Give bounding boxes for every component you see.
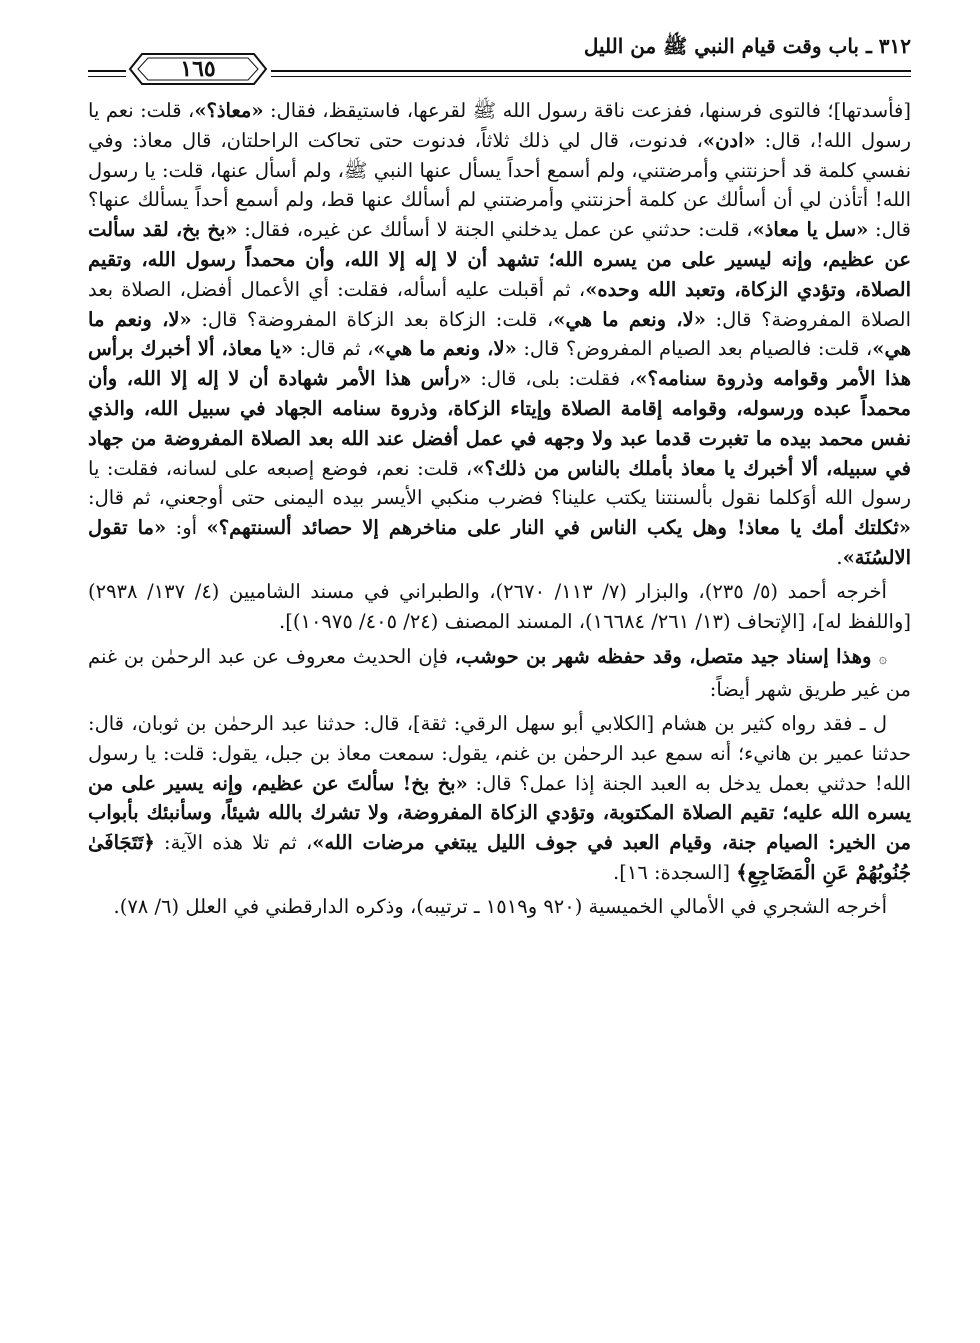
prophet-quote: «ادن» xyxy=(702,128,756,152)
text-run: ، قلت: نعم، فوضع إصبعه على لسانه، فقلت: يا رسول الله أوَكلما نقول بألسنتنا يكتب علينا؟ فضرب منكبي الأيسر بيده اليمنى حتى أوجعني، ثم قال: xyxy=(88,456,911,510)
page-body xyxy=(88,96,911,922)
header-rule-left-top xyxy=(88,70,126,72)
text-run: [فأسدتها]؛ فالتوى فرسنها، ففزعت ناقة رسول الله ﷺ لقرعها، فاستيقظ، فقال: xyxy=(263,99,911,122)
comment-marker-icon: ۞ xyxy=(878,651,887,668)
prophet-quote: «لا، ونعم ما هي» xyxy=(88,307,911,361)
text-run: ، قلت: حدثني عن عمل يدخلني الجنة لا أسألك عن غيره، فقال: xyxy=(237,218,753,242)
alternate-chain xyxy=(88,709,911,888)
comment-bold: وهذا إسناد جيد متصل، وقد حفظه شهر بن حوشب، xyxy=(454,645,879,669)
running-title: ٣١٢ ـ باب وقت قيام النبي ﷺ من الليل xyxy=(583,34,911,58)
prophet-quote: «بخ بخ، لقد سألت عن عظيم، وإنه ليسير على من يسره الله؛ تشهد أن لا إله إلا الله، وأن محمداً رسول الله، وتقيم الصلاة، وتؤدي الزكاة، وتعبد الله وحده» xyxy=(88,218,911,301)
hadith-text xyxy=(88,96,911,573)
prophet-quote: «يا معاذ، ألا أخبرك برأس هذا الأمر وقوامه وذروة سنامه؟» xyxy=(88,337,911,391)
page-number-ornament xyxy=(128,52,268,86)
takhrij-reference-2: أخرجه الشجري في الأمالي الخميسية (٩٢٠ و١٥١٩ ـ ترتيبه)، وذكره الدارقطني في العلل (٦/ ٧٨). xyxy=(113,894,887,918)
text-run: ، ثم تلا هذه الآية: xyxy=(154,831,313,855)
text-run: أو: xyxy=(166,516,207,540)
prophet-quote: «ثكلتك أمك يا معاذ! وهل يكب الناس في النار على مناخرهم إلا حصائد ألسنتهم؟» xyxy=(206,516,911,540)
text-run: ، قلت: فالصيام بعد الصيام المفروض؟ قال: xyxy=(516,337,873,361)
prophet-quote: «سل يا معاذ» xyxy=(752,218,869,242)
prophet-quote: «رأس هذا الأمر شهادة أن لا إله إلا الله، وأن محمداً عبده ورسوله، وقوامه إقامة الصلاة وإيتاء الزكاة، وذروة سنامه الجهاد في سبيل الله، والذي نفس محمد بيده ما تغبرت قدما عبد ولا وجهه في عمل أفضل عند الله بعد الصلاة المفروضة من جهاد في سبيله، ألا أخبرك يا معاذ بأملك بالناس من ذلك؟» xyxy=(88,367,911,480)
takhrij-reference-1: أخرجه أحمد (٥/ ٢٣٥)، والبزار (٧/ ١١٣/ ٢٦٧٠)، والطبراني في مسند الشاميين (٤/ ١٣٧/ ٢٩٣٨) [واللفظ له]، [الإتحاف (١٣/ ٢٦١/ ١٦٦٨٤)، المسند المصنف (٢٤/ ٤٠٥/ ١٠٩٧٥)]. xyxy=(88,579,911,633)
quran-verse: ﴿تَتَجَافَىٰ جُنُوبُهُمْ عَنِ الْمَضَاجِعِ﴾ xyxy=(88,831,911,884)
prophet-quote: «لا، ونعم ما هي» xyxy=(553,307,706,331)
verse-reference: [السجدة: ١٦]. xyxy=(613,860,737,884)
text-run: ، قلت: الزكاة بعد الزكاة المفروضة؟ قال: xyxy=(191,307,554,331)
text-run: ، ثم أقبلت عليه أسأله، فقلت: أي الأعمال أفضل، الصلاة بعد الصلاة المفروضة؟ قال: xyxy=(88,277,912,331)
prophet-quote: «بخ بخ! سألتَ عن عظيم، وإنه يسير على من يسره الله عليه؛ تقيم الصلاة المكتوبة، وتؤدي الزكاة المفروضة، ولا تشرك بالله شيئاً، وسأنبئك بأبواب من الخير: الصيام جنة، وقيام العبد في جوف الليل يبتغي مرضات الله» xyxy=(88,771,912,855)
page-number: ١٦٥ xyxy=(180,56,216,82)
header-rule-left-bottom xyxy=(88,76,126,77)
comment-rest: فإن الحديث معروف عن عبد الرحمٰن بن غنم من غير طريق شهر أيضاً: xyxy=(88,645,911,702)
prophet-quote: «معاذ؟» xyxy=(194,99,264,122)
text-run: . xyxy=(836,545,843,569)
page-header xyxy=(88,30,911,90)
header-rule-top xyxy=(271,70,911,72)
text-run: ، فقلت: بلى، قال: xyxy=(471,367,636,391)
prophet-quote: «لا، ونعم ما هي» xyxy=(373,337,517,361)
text-run: ، ثم قال: xyxy=(293,337,374,361)
prophet-quote: «ما تقول الالسُنَة» xyxy=(88,516,911,569)
author-comment xyxy=(88,642,911,705)
chain-intro: ل ـ فقد رواه كثير بن هشام [الكلابي أبو سهل الرقي: ثقة]، قال: حدثنا عبد الرحمٰن بن ثوبان، قال: حدثنا عمير بن هانيء؛ أنه سمع عبد الرحمٰن بن غنم، يقول: سمعت معاذ بن جبل، يقول: قلت: يا رسول الله! حدثني بعمل يدخل به العبد الجنة إذا عمل؟ قال: xyxy=(88,711,912,795)
header-rule-bottom xyxy=(271,76,911,77)
text-run: ، قلت: نعم يا رسول الله!، قال: xyxy=(88,99,911,152)
text-run: ، فدنوت، قال لي ذلك ثلاثاً، فدنوت حتى تحاكت الراحلتان، قال معاذ: وفي نفسي كلمة قد أحزنتني وأمرضتني، ولم أسمع أحداً يسأل عنها النبي ﷺ، ولم أسأل عنها، قلت: يا رسول الله! أتأذن لي أن أسألك عن كلمة أحزنتني وأمرضتني لم أسألك عنها قط، ولم أسمع أحداً يسألك عنها؟ قال: xyxy=(88,128,911,242)
